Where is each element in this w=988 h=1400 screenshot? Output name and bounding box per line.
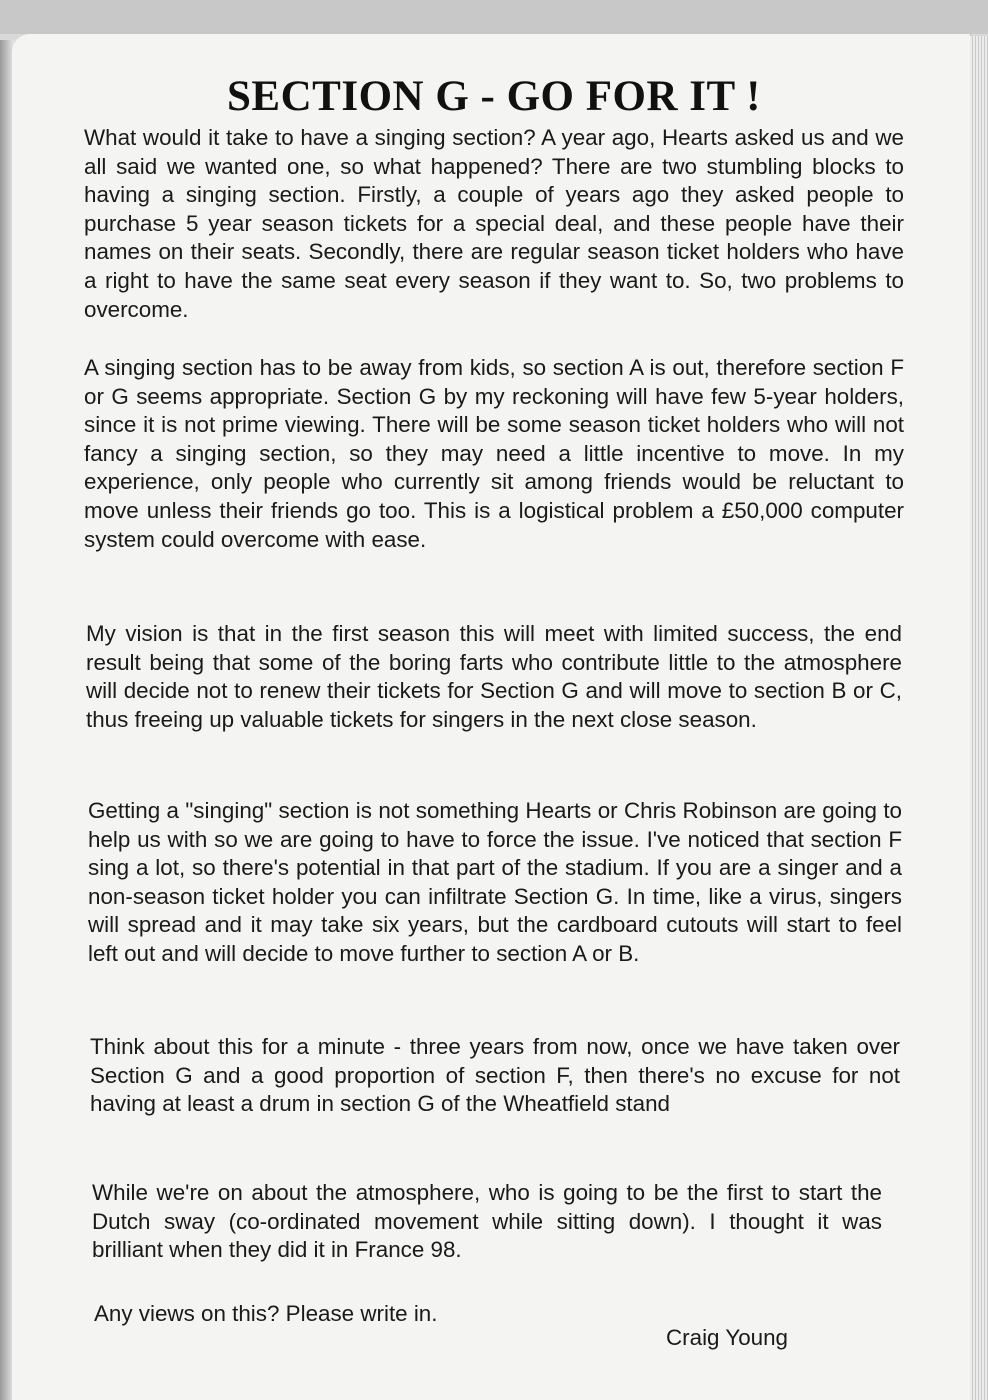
paragraph-7: Any views on this? Please write in. — [94, 1301, 438, 1326]
author-signature: Craig Young — [666, 1325, 789, 1350]
paragraph-5: Think about this for a minute - three years from now, once we have taken over Section G and a good proportion of section F, then there's no excuse for not having at least a drum in section G of the Wheatfield stand — [90, 1034, 900, 1117]
paragraph-2: A singing section has to be away from kids, so section A is out, therefore section F or G seems appropriate. Section G by my reckoning will have few 5-year holders, since it is not prime viewing. There will be some season ticket holders who will not fancy a singing section, so they may need a little incentive to move. In my experience, only people who currently sit among friends would be reluctant to move unless their friends go too. This is a logistical problem a £50,000 computer system could overcome with ease. — [84, 355, 904, 552]
paragraph-4: Getting a "singing" section is not something Hearts or Chris Robinson are going to help us with so we are going to have to force the issue. I've noticed that section F sing a lot, so there's potential in that part of the stadium. If you are a singer and a non-season ticket holder you can infiltrate Section G. In time, like a virus, singers will spread and it may take six years, but the cardboard cutouts will start to feel left out and will decide to move further to section A or B. — [88, 798, 902, 966]
page-stack-edge — [970, 36, 988, 1400]
scan-background — [0, 0, 988, 34]
article-title: SECTION G - GO FOR IT ! — [227, 73, 761, 120]
paragraph-6: While we're on about the atmosphere, who is going to be the first to start the Dutch sway (co-ordinated movement while sitting down). I thought it was brilliant when they did it in France 98. — [92, 1180, 882, 1263]
paragraph-3: My vision is that in the first season this will meet with limited success, the end result being that some of the boring farts who contribute little to the atmosphere will decide not to renew their tickets for Section G and will move to section B or C, thus freeing up valuable tickets for singers in the next close season. — [86, 621, 902, 732]
paragraph-1: What would it take to have a singing section? A year ago, Hearts asked us and we all said we wanted one, so what happened? There are two stumbling blocks to having a singing section. Firstly, a couple of years ago they asked people to purchase 5 year season tickets for a special deal, and these people have their names on their seats. Secondly, there are regular season ticket holders who have a right to have the same seat every season if they want to. So, two problems to overcome. — [84, 125, 904, 322]
